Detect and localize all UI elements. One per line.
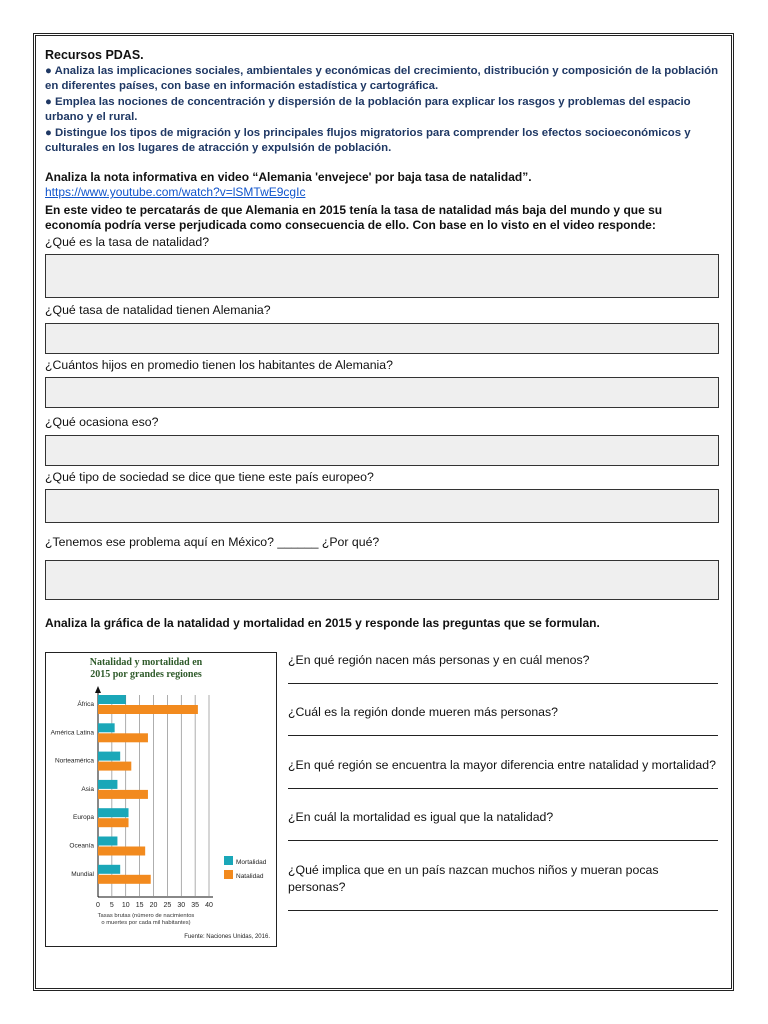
question-5: ¿Qué tipo de sociedad se dice que tiene este país europeo? [45, 469, 374, 484]
legend-swatch-mortalidad [224, 856, 233, 865]
resources-title: Recursos PDAS. [45, 48, 144, 62]
answer-line-1[interactable] [288, 669, 718, 684]
bar-mortalidad [98, 723, 115, 732]
chart-source: Fuente: Naciones Unidas, 2016. [184, 934, 270, 940]
bar-natalidad [98, 847, 145, 856]
chart-question-1: ¿En qué región nacen más personas y en cuál menos? [288, 653, 590, 667]
bar-natalidad [98, 733, 148, 742]
answer-line-5[interactable] [288, 896, 718, 911]
x-tick-label: 25 [163, 902, 172, 909]
question-4: ¿Qué ocasiona eso? [45, 415, 159, 429]
legend-swatch-natalidad [224, 870, 233, 879]
x-tick-label: 0 [96, 902, 100, 909]
category-label: Oceanía [69, 842, 94, 850]
video-link[interactable]: https://www.youtube.com/watch?v=lSMTwE9cgIc [45, 185, 306, 199]
x-tick-label: 35 [191, 902, 200, 909]
chart-question-4: ¿En cuál la mortalidad es igual que la natalidad? [288, 810, 554, 824]
bar-mortalidad [98, 695, 126, 704]
chart-question-2: ¿Cuál es la región donde mueren más personas? [288, 705, 559, 719]
answer-box-mexico[interactable] [45, 560, 719, 600]
question-1: ¿Qué es la tasa de natalidad? [45, 234, 210, 249]
bar-mortalidad [98, 752, 120, 761]
x-tick-label: 30 [177, 902, 186, 909]
chart-title [90, 657, 203, 680]
answer-box-4[interactable] [45, 435, 719, 466]
bar-natalidad [98, 762, 131, 771]
bar-natalidad [98, 790, 148, 799]
chart-questions [288, 652, 718, 911]
bar-natalidad [98, 705, 198, 714]
category-label: Europa [73, 814, 94, 822]
x-tick-label: 20 [149, 902, 158, 909]
birth-death-chart [46, 653, 275, 945]
question-3: ¿Cuántos hijos en promedio tienen los habitantes de Alemania? [45, 357, 393, 372]
category-label: África [77, 701, 94, 708]
legend-label-mortalidad: Mortalidad [236, 859, 267, 866]
chart-question-3: ¿En qué región se encuentra la mayor diferencia entre natalidad y mortalidad? [288, 758, 716, 772]
category-label: Asia [81, 785, 94, 793]
answer-line-4[interactable] [288, 826, 718, 841]
answer-box-2[interactable] [45, 323, 719, 354]
x-tick-label: 15 [135, 902, 144, 909]
bar-mortalidad [98, 837, 117, 846]
video-intro: En este video te percatarás de que Alemania en 2015 tenía la tasa de natalidad más baja del mundo y que su economía podría verse perjudicada como consecuencia de ello. Con base en lo visto en el video responde: [45, 202, 663, 232]
bar-mortalidad [98, 808, 129, 817]
chart-instruction: Analiza la gráfica de la natalidad y mortalidad en 2015 y responde las preguntas que se formulan. [45, 615, 600, 630]
y-axis-arrow [95, 686, 101, 693]
category-label: América Latina [50, 729, 94, 737]
answer-line-3[interactable] [288, 774, 718, 789]
objective-1: ● Analiza las implicaciones sociales, ambientales y económicas del crecimiento, distribución y composición de la población en diferentes países, con base en información estadística y cartográfica. [45, 64, 719, 92]
answer-box-5[interactable] [45, 489, 719, 523]
category-label: Mundial [71, 870, 94, 878]
bar-mortalidad [98, 780, 117, 789]
category-label: Norteamérica [54, 757, 94, 765]
x-tick-label: 10 [121, 902, 130, 909]
answer-box-3[interactable] [45, 377, 719, 408]
question-2: ¿Qué tasa de natalidad tienen Alemania? [45, 303, 271, 317]
x-axis-label-line2: o muertes por cada mil habitantes) [101, 920, 191, 926]
video-instruction: Analiza la nota informativa en video “Alemania 'envejece' por baja tasa de natalidad”. [45, 169, 532, 184]
answer-line-2[interactable] [288, 721, 718, 736]
chart-title-line1: Natalidad y mortalidad en [89, 657, 203, 668]
objective-3: ● Distingue los tipos de migración y los principales flujos migratorios para comprender los efectos socioeconómicos y culturales en los lugares de atracción y expulsión de población. [45, 126, 691, 154]
chart-question-5: ¿Qué implica que en un país nazcan muchos niños y mueran pocas personas? [288, 863, 659, 894]
x-tick-label: 5 [109, 902, 114, 909]
worksheet-body [45, 48, 721, 631]
x-tick-label: 40 [205, 902, 213, 909]
bar-natalidad [98, 818, 129, 827]
chart-frame [45, 652, 277, 947]
objective-2: ● Emplea las nociones de concentración y dispersión de la población para explicar los rasgos y problemas del espacio urbano y el rural. [45, 95, 691, 123]
bar-mortalidad [98, 865, 120, 874]
chart-title-line2: 2015 por grandes regiones [90, 669, 202, 680]
x-axis-label-line1: Tasas brutas (número de nacimientos [97, 913, 195, 919]
legend-label-natalidad: Natalidad [236, 873, 264, 880]
answer-box-1[interactable] [45, 254, 719, 298]
bar-natalidad [98, 875, 151, 884]
question-mexico: ¿Tenemos ese problema aquí en México? ______ ¿Por qué? [45, 535, 380, 549]
